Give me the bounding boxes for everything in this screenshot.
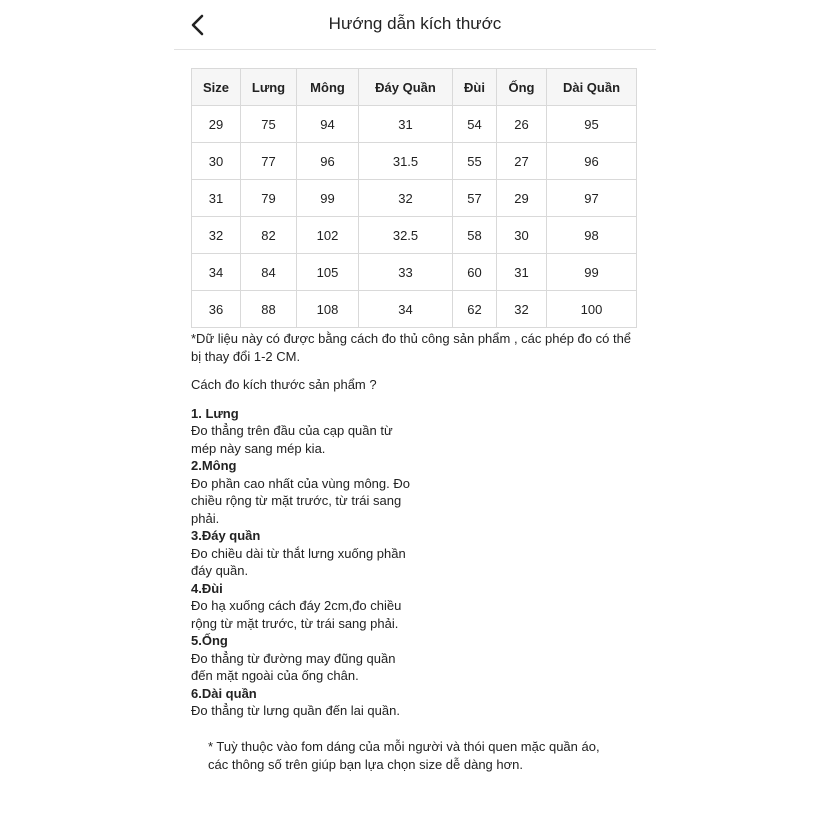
table-row xyxy=(192,143,637,180)
table-cell: 32 xyxy=(497,291,547,328)
measurement-disclaimer: *Dữ liệu này có được bằng cách đo thủ công sản phẩm , các phép đo có thể bị thay đổi 1-2 CM. xyxy=(191,331,632,364)
table-cell: 54 xyxy=(453,106,497,143)
table-cell: 32 xyxy=(359,180,453,217)
footer-note: * Tuỳ thuộc vào fom dáng của mỗi người và thói quen mặc quần áo, các thông số trên giúp bạn lựa chọn size dễ dàng hơn. xyxy=(208,739,600,772)
table-cell: 82 xyxy=(241,217,297,254)
column-header: Mông xyxy=(297,69,359,106)
table-cell: 34 xyxy=(359,291,453,328)
table-cell: 58 xyxy=(453,217,497,254)
table-cell: 57 xyxy=(453,180,497,217)
table-cell: 95 xyxy=(547,106,637,143)
table-cell: 62 xyxy=(453,291,497,328)
column-header: Đùi xyxy=(453,69,497,106)
table-cell: 97 xyxy=(547,180,637,217)
step-description: Đo thẳng trên đầu của cạp quần từ mép này sang mép kia. xyxy=(191,423,393,456)
size-table xyxy=(191,68,637,328)
table-cell: 31 xyxy=(192,180,241,217)
table-row xyxy=(192,180,637,217)
step-title: 5.Ống xyxy=(191,633,228,648)
table-row xyxy=(192,254,637,291)
step-description: Đo thẳng từ lưng quần đến lai quần. xyxy=(191,703,400,718)
table-cell: 55 xyxy=(453,143,497,180)
step-title: 1. Lưng xyxy=(191,405,239,421)
table-cell: 30 xyxy=(192,143,241,180)
table-cell: 60 xyxy=(453,254,497,291)
measurement-guide xyxy=(191,330,641,720)
table-row xyxy=(192,217,637,254)
step-title: 6.Dài quần xyxy=(191,685,257,701)
table-cell: 32.5 xyxy=(359,217,453,254)
table-cell: 98 xyxy=(547,217,637,254)
table-cell: 31 xyxy=(497,254,547,291)
step-description: Đo hạ xuống cách đáy 2cm,đo chiều rộng từ mặt trước, từ trái sang phải. xyxy=(191,598,402,631)
table-row xyxy=(192,106,637,143)
table-cell: 96 xyxy=(297,143,359,180)
column-header: Size xyxy=(192,69,241,106)
table-header-row xyxy=(192,69,637,106)
table-cell: 105 xyxy=(297,254,359,291)
column-header: Dài Quần xyxy=(547,69,637,106)
table-row xyxy=(192,291,637,328)
table-cell: 75 xyxy=(241,106,297,143)
table-cell: 84 xyxy=(241,254,297,291)
table-cell: 29 xyxy=(192,106,241,143)
table-cell: 88 xyxy=(241,291,297,328)
table-cell: 34 xyxy=(192,254,241,291)
table-cell: 79 xyxy=(241,180,297,217)
table-cell: 31.5 xyxy=(359,143,453,180)
step-description: Đo chiều dài từ thắt lưng xuống phần đáy quần. xyxy=(191,545,406,578)
page-title: Hướng dẫn kích thước xyxy=(328,14,502,33)
table-cell: 36 xyxy=(192,291,241,328)
table-cell: 100 xyxy=(547,291,637,328)
table-cell: 29 xyxy=(497,180,547,217)
table-cell: 77 xyxy=(241,143,297,180)
column-header: Ống xyxy=(497,69,547,106)
table-cell: 27 xyxy=(497,143,547,180)
how-to-measure-heading: Cách đo kích thước sản phẩm ? xyxy=(191,377,377,392)
column-header: Lưng xyxy=(241,69,297,106)
table-cell: 30 xyxy=(497,217,547,254)
step-title: 3.Đáy quần xyxy=(191,528,261,543)
table-cell: 99 xyxy=(547,254,637,291)
header-bar xyxy=(174,0,656,50)
table-cell: 99 xyxy=(297,180,359,217)
column-header: Đáy Quần xyxy=(359,69,453,106)
step-description: Đo phần cao nhất của vùng mông. Đo chiều rộng từ mặt trước, từ trái sang phải. xyxy=(191,475,410,526)
table-cell: 108 xyxy=(297,291,359,328)
table-cell: 102 xyxy=(297,217,359,254)
table-cell: 33 xyxy=(359,254,453,291)
table-cell: 32 xyxy=(192,217,241,254)
step-title: 2.Mông xyxy=(191,458,237,473)
table-cell: 94 xyxy=(297,106,359,143)
table-cell: 31 xyxy=(359,106,453,143)
table-cell: 26 xyxy=(497,106,547,143)
step-description: Đo thẳng từ đường may đũng quần đến mặt ngoài của ống chân. xyxy=(191,650,396,683)
table-cell: 96 xyxy=(547,143,637,180)
step-title: 4.Đùi xyxy=(191,580,223,596)
